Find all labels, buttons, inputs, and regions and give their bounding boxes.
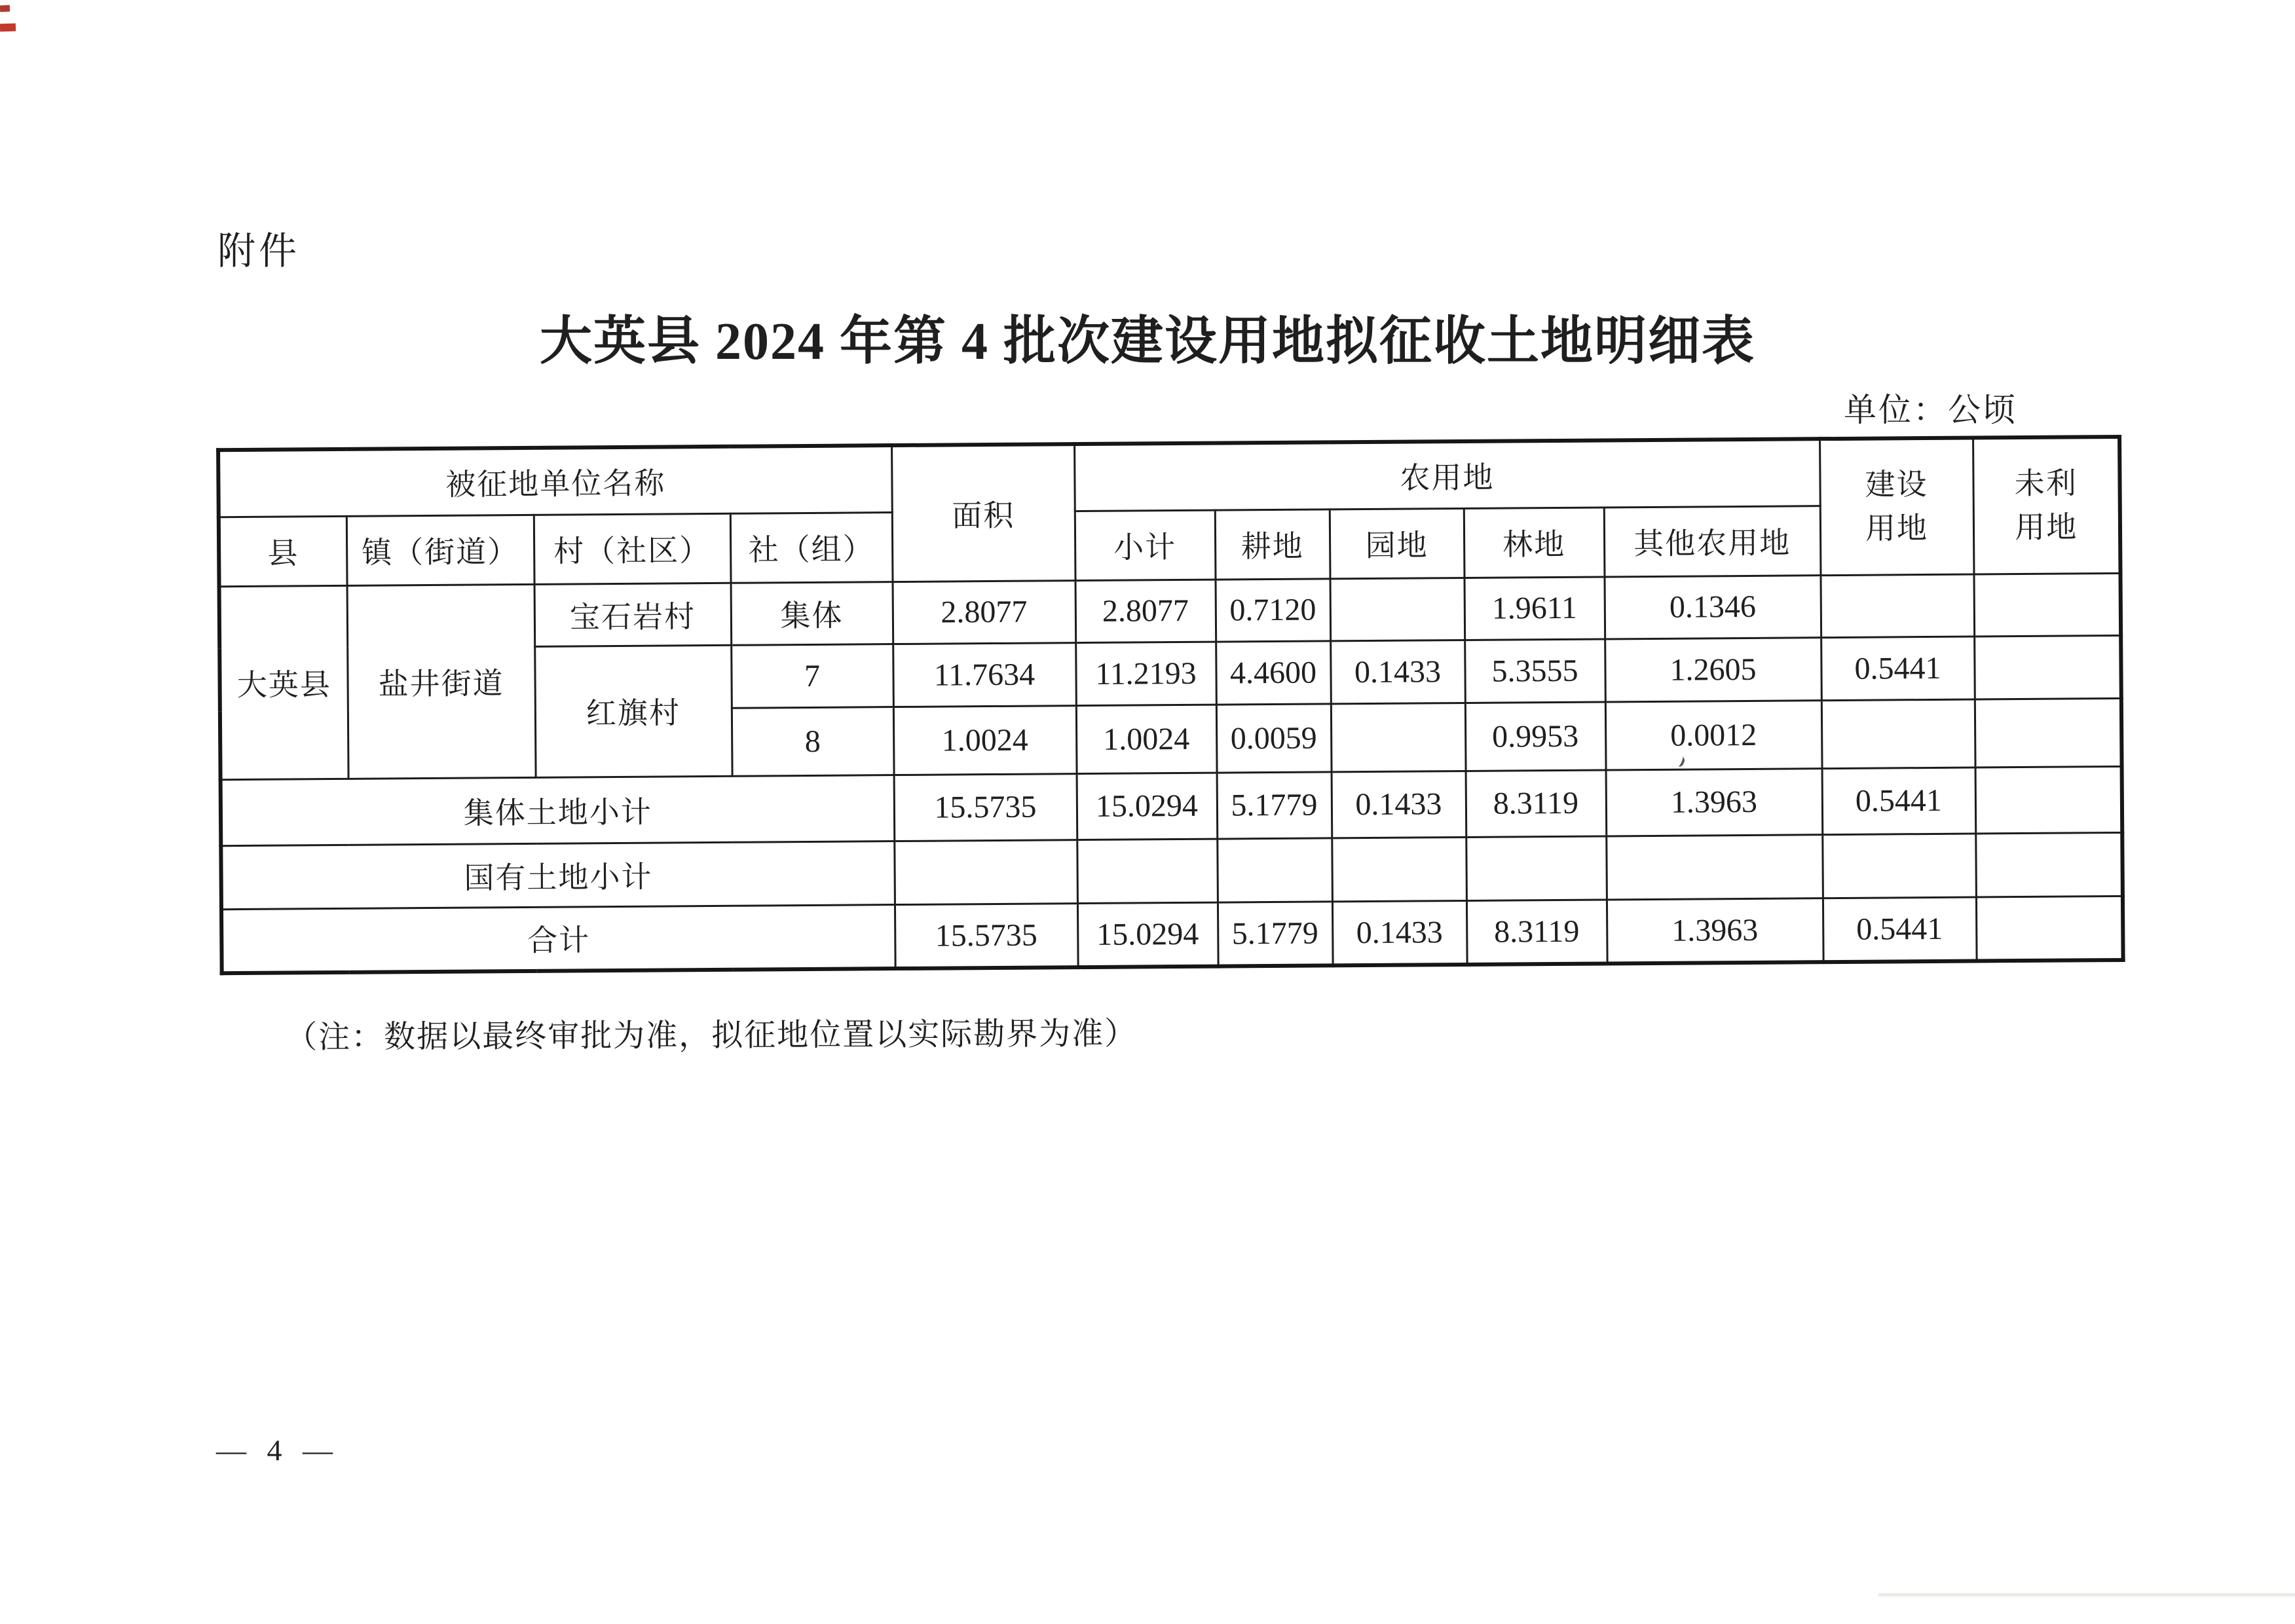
cell-subtotal	[1077, 839, 1218, 903]
header-farmland-group: 农用地	[1074, 439, 1820, 511]
cell-other-farmland: 1.3963	[1607, 898, 1823, 963]
cell-construction: 0.5441	[1822, 767, 1976, 835]
cell-area: 11.7634	[893, 642, 1076, 707]
cell-construction: 0.5441	[1823, 897, 1977, 963]
cell-cultivated: 4.4600	[1216, 640, 1331, 704]
header-town-street: 镇（街道）	[346, 515, 534, 585]
cell-other-farmland	[1606, 834, 1823, 899]
cell-area: 15.5735	[895, 903, 1078, 969]
header-unit-name-group: 被征地单位名称	[218, 445, 892, 517]
cell-garden: 0.1433	[1332, 900, 1467, 965]
cell-row-label: 合计	[221, 904, 895, 973]
cell-subtotal: 2.8077	[1075, 580, 1216, 642]
header-forest-land: 林地	[1464, 507, 1605, 577]
header-subtotal: 小计	[1075, 510, 1216, 580]
cell-construction	[1821, 699, 1975, 769]
land-requisition-table	[216, 435, 2125, 975]
cell-row-label: 集体土地小计	[221, 775, 895, 845]
cell-garden: 0.1433	[1332, 771, 1466, 838]
cell-unused	[1975, 832, 2123, 897]
header-garden-land: 园地	[1330, 508, 1465, 578]
land-table-wrapper	[216, 435, 2121, 975]
cell-area: 15.5735	[894, 773, 1077, 841]
cell-unused	[1975, 766, 2123, 834]
scan-artifact-streak	[1878, 1593, 2295, 1596]
header-construction-land	[1819, 438, 1973, 576]
cell-unused	[1974, 573, 2121, 637]
cell-group: 集体	[731, 581, 893, 645]
cell-forest: 1.9611	[1464, 576, 1605, 639]
cell-unused	[1974, 635, 2121, 699]
header-county: 县	[219, 516, 347, 586]
cell-construction: 0.5441	[1821, 637, 1975, 701]
cell-subtotal: 1.0024	[1076, 705, 1217, 773]
cell-county: 大英县	[219, 585, 348, 779]
cell-cultivated: 0.7120	[1216, 578, 1331, 641]
cell-subtotal: 15.0294	[1077, 902, 1218, 967]
cell-group: 7	[731, 644, 893, 708]
cell-cultivated: 5.1779	[1218, 901, 1333, 966]
cell-subtotal: 15.0294	[1077, 773, 1218, 840]
cell-cultivated: 5.1779	[1217, 771, 1332, 838]
cell-area	[894, 840, 1077, 904]
scan-artifact-red-mark	[0, 24, 16, 32]
cell-row-label: 国有土地小计	[221, 841, 895, 909]
cell-unused	[1975, 698, 2122, 767]
cell-unused	[1976, 896, 2123, 961]
cell-forest: 8.3119	[1466, 769, 1607, 836]
table-row-grand-total	[221, 896, 2123, 973]
cell-other-farmland: 0.1346	[1604, 575, 1821, 638]
cell-subtotal: 11.2193	[1075, 642, 1216, 705]
header-village-community: 村（社区）	[534, 513, 731, 584]
cell-garden	[1331, 703, 1466, 771]
scan-artifact-red-mark	[0, 5, 10, 12]
note-text: （注：数据以最终审批为准，拟征地位置以实际勘界为准）	[286, 1016, 1138, 1055]
table-header-row	[218, 437, 2120, 517]
cell-town: 盐井街道	[347, 584, 536, 779]
cell-forest	[1466, 836, 1607, 900]
cell-village: 红旗村	[534, 645, 732, 777]
header-cultivated-land: 耕地	[1215, 509, 1330, 579]
attachment-label: 附件	[217, 230, 301, 272]
cell-forest: 5.3555	[1465, 638, 1605, 702]
header-unused-land-label: 未利用地	[2014, 466, 2078, 544]
header-construction-land-label: 建设用地	[1865, 468, 1929, 545]
unit-label: 单位：公顷	[1844, 392, 2017, 428]
cell-other-farmland: 0.0012	[1605, 700, 1822, 769]
cell-construction	[1822, 834, 1976, 898]
cell-garden: 0.1433	[1330, 640, 1465, 703]
cell-cultivated: 0.0059	[1216, 703, 1332, 772]
cell-construction	[1821, 574, 1975, 638]
cell-forest: 8.3119	[1466, 899, 1607, 964]
cell-forest: 0.9953	[1465, 701, 1606, 770]
cell-other-farmland: 1.3963	[1606, 768, 1823, 836]
cell-village: 宝石岩村	[534, 583, 732, 646]
page-number: — 4 —	[216, 1433, 339, 1467]
cell-cultivated	[1217, 838, 1332, 902]
cell-group: 8	[732, 707, 894, 776]
cell-area: 2.8077	[893, 580, 1076, 644]
header-society-group: 社（组）	[730, 512, 893, 583]
document-title: 大英县 2024 年第 4 批次建设用地拟征收土地明细表	[540, 313, 1755, 371]
cell-area: 1.0024	[893, 705, 1077, 775]
cell-garden	[1332, 837, 1466, 901]
cell-other-farmland: 1.2605	[1605, 637, 1821, 701]
header-area: 面积	[891, 444, 1075, 581]
header-other-farmland: 其他农用地	[1604, 506, 1821, 576]
header-unused-land	[1973, 437, 2120, 574]
cell-garden	[1330, 578, 1465, 640]
